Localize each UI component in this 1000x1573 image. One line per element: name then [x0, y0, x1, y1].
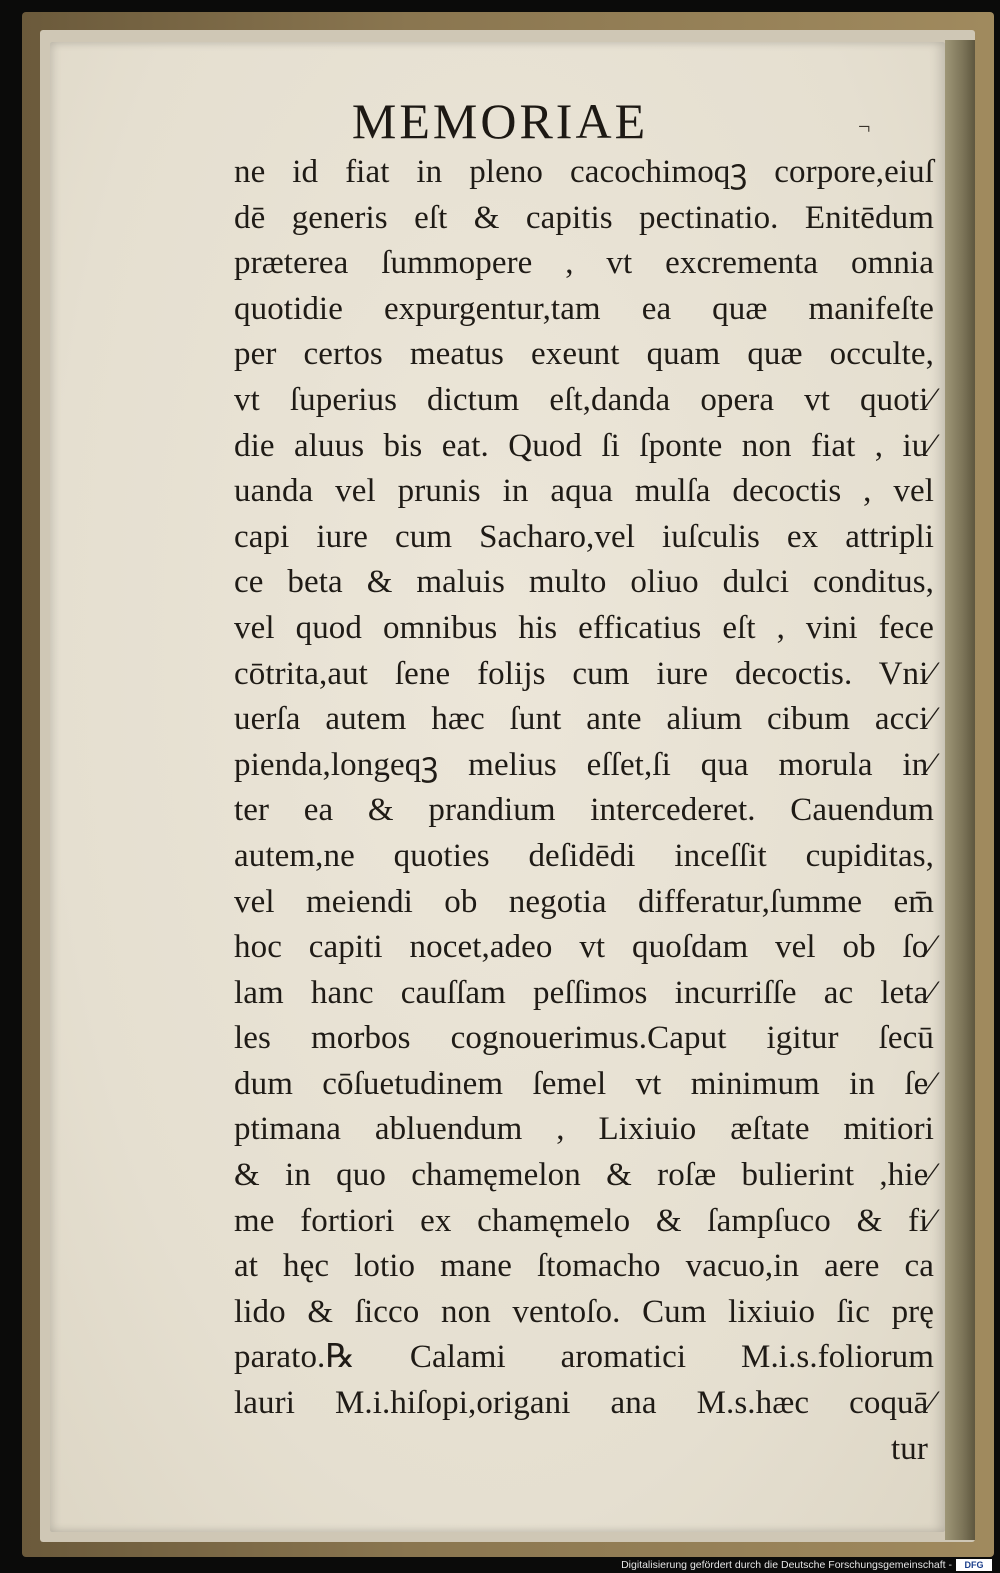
text-line: lam hanc cauſſam peſſimos incurriſſe ac leta⁄ — [234, 974, 934, 1011]
text-line: autem,ne quoties deſidēdi inceſſit cupiditas, — [234, 837, 934, 874]
text-line: quotidie expurgentur,tam ea quæ manifeſte — [234, 290, 934, 327]
text-line: dum cōſuetudinem ſemel vt minimum in ſe⁄ — [234, 1065, 934, 1102]
text-line: præterea ſummopere , vt excrementa omnia — [234, 245, 934, 282]
text-line: & in quo chamęmelon & roſæ bulierint ,hie⁄ — [234, 1157, 934, 1194]
text-line: me fortiori ex chamęmelo & ſampſuco & fi⁄ — [234, 1202, 934, 1239]
page-mark: ¬ — [858, 114, 871, 139]
text-line: vel quod omnibus his efficatius eſt , vini fece — [234, 609, 934, 646]
text-line: ter ea & prandium intercederet. Cauendum — [234, 792, 934, 829]
text-line: ptimana abluendum , Lixiuio æſtate mitiori — [234, 1111, 934, 1148]
funding-credit: Digitalisierung gefördert durch die Deutsche Forschungsgemeinschaft - — [621, 1559, 952, 1571]
text-line: ce beta & maluis multo oliuo dulci conditus, — [234, 564, 934, 601]
text-line: lido & ſicco non ventoſo. Cum lixiuio ſic prę — [234, 1293, 934, 1330]
text-line: vel meiendi ob negotia differatur,ſumme em̄ — [234, 883, 934, 920]
body-text — [234, 150, 934, 1472]
text-line: capi iure cum Sacharo,vel iuſculis ex attripli — [234, 518, 934, 555]
text-line: dē generis eſt & capitis pectinatio. Enitēdum — [234, 199, 934, 236]
catchword: tur — [891, 1430, 928, 1467]
text-line: vt ſuperius dictum eſt,danda opera vt quoti⁄ — [234, 381, 934, 418]
text-line: ne id fiat in pleno cacochimoqꝫ corpore,eiuſ — [234, 154, 934, 190]
text-line: cōtrita,aut ſene folijs cum iure decoctis. Vni⁄ — [234, 655, 934, 692]
dfg-logo: DFG — [956, 1559, 992, 1571]
text-line: die aluus bis eat. Quod ſi ſponte non fiat , iu⁄ — [234, 427, 934, 464]
text-line: pienda,longeqꝫ melius eſſet,ſi qua morula in⁄ — [234, 746, 934, 783]
text-line: uerſa autem hæc ſunt ante alium cibum acci⁄ — [234, 701, 934, 738]
page-edge-shadow — [945, 40, 975, 1540]
text-line: lauri M.i.hiſopi,origani ana M.s.hæc coquā⁄ — [234, 1385, 934, 1422]
text-line: uanda vel prunis in aqua mulſa decoctis , vel — [234, 473, 934, 510]
text-line: at hęc lotio mane ſtomacho vacuo,in aere ca — [234, 1248, 934, 1285]
text-line: parato.℞ Calami aromatici M.i.s.foliorum — [234, 1339, 934, 1376]
text-line: hoc capiti nocet,adeo vt quoſdam vel ob ſo⁄ — [234, 929, 934, 966]
text-line: per certos meatus exeunt quam quæ occulte, — [234, 336, 934, 373]
text-line: les morbos cognouerimus.Caput igitur ſecū — [234, 1020, 934, 1057]
running-head: MEMORIAE — [351, 93, 649, 149]
